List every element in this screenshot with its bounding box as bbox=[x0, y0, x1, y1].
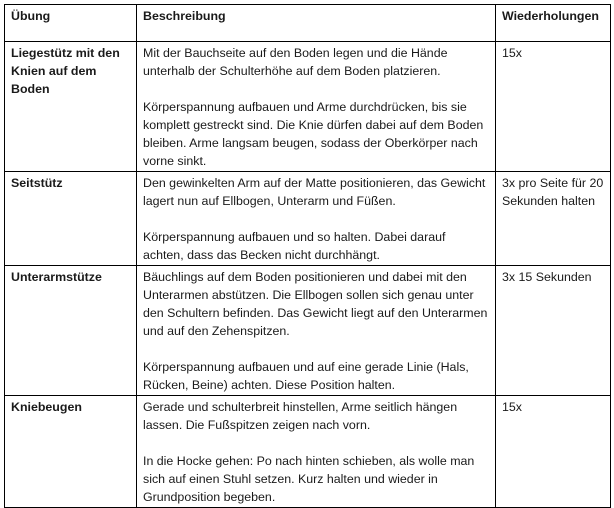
table-row bbox=[5, 42, 611, 172]
exercise-name: Kniebeugen bbox=[5, 396, 137, 508]
header-repetitions-label: Wiederholungen bbox=[502, 9, 599, 23]
exercise-description bbox=[137, 266, 496, 396]
header-description: Beschreibung bbox=[137, 5, 496, 42]
description-paragraph: Bäuchlings auf dem Boden positionieren und dabei mit den Unterarmen abstützen. Die Ellbogen sollen sich genau unter den Schultern befinden. Das Gewicht liegt auf den Unterarmen und auf den Zehenspitzen. bbox=[143, 270, 488, 338]
exercise-description bbox=[137, 42, 496, 172]
exercise-table bbox=[4, 4, 611, 508]
exercise-description bbox=[137, 172, 496, 266]
exercise-repetitions: 15x bbox=[496, 396, 611, 508]
description-paragraph: In die Hocke gehen: Po nach hinten schieben, als wolle man sich auf einen Stuhl setzen. Kurz halten und wieder in Grundposition begeben. bbox=[143, 454, 475, 504]
description-paragraph: Körperspannung aufbauen und auf eine gerade Linie (Hals, Rücken, Beine) achten. Diese Position halten. bbox=[143, 360, 469, 392]
table-row bbox=[5, 266, 611, 396]
header-repetitions bbox=[496, 5, 611, 42]
description-paragraph: Mit der Bauchseite auf den Boden legen und die Hände unterhalb der Schulterhöhe auf dem Boden platzieren. bbox=[143, 46, 448, 78]
table-row bbox=[5, 172, 611, 266]
description-paragraph: Gerade und schulterbreit hinstellen, Arme seitlich hängen lassen. Die Fußspitzen zeigen nach vorn. bbox=[143, 400, 458, 432]
table-header-row bbox=[5, 5, 611, 42]
exercise-name: Seitstütz bbox=[5, 172, 137, 266]
description-paragraph: Körperspannung aufbauen und so halten. Dabei darauf achten, dass das Becken nicht durchhängt. bbox=[143, 230, 446, 262]
exercise-repetitions: 3x pro Seite für 20 Sekunden halten bbox=[496, 172, 611, 266]
exercise-name: Unterarmstütze bbox=[5, 266, 137, 396]
exercise-repetitions: 15x bbox=[496, 42, 611, 172]
exercise-description bbox=[137, 396, 496, 508]
description-paragraph: Körperspannung aufbauen und Arme durchdrücken, bis sie komplett gestreckt sind. Die Knie dürfen dabei auf dem Boden bleiben. Arme langsam beugen, sodass der Oberkörper nach vorne sinkt. bbox=[143, 100, 484, 168]
exercise-repetitions: 3x 15 Sekunden bbox=[496, 266, 611, 396]
table-row bbox=[5, 396, 611, 508]
description-paragraph: Den gewinkelten Arm auf der Matte positionieren, das Gewicht lagert nun auf Ellbogen, Unterarm und Füßen. bbox=[143, 176, 486, 208]
header-exercise: Übung bbox=[5, 5, 137, 42]
exercise-name: Liegestütz mit den Knien auf dem Boden bbox=[5, 42, 137, 172]
